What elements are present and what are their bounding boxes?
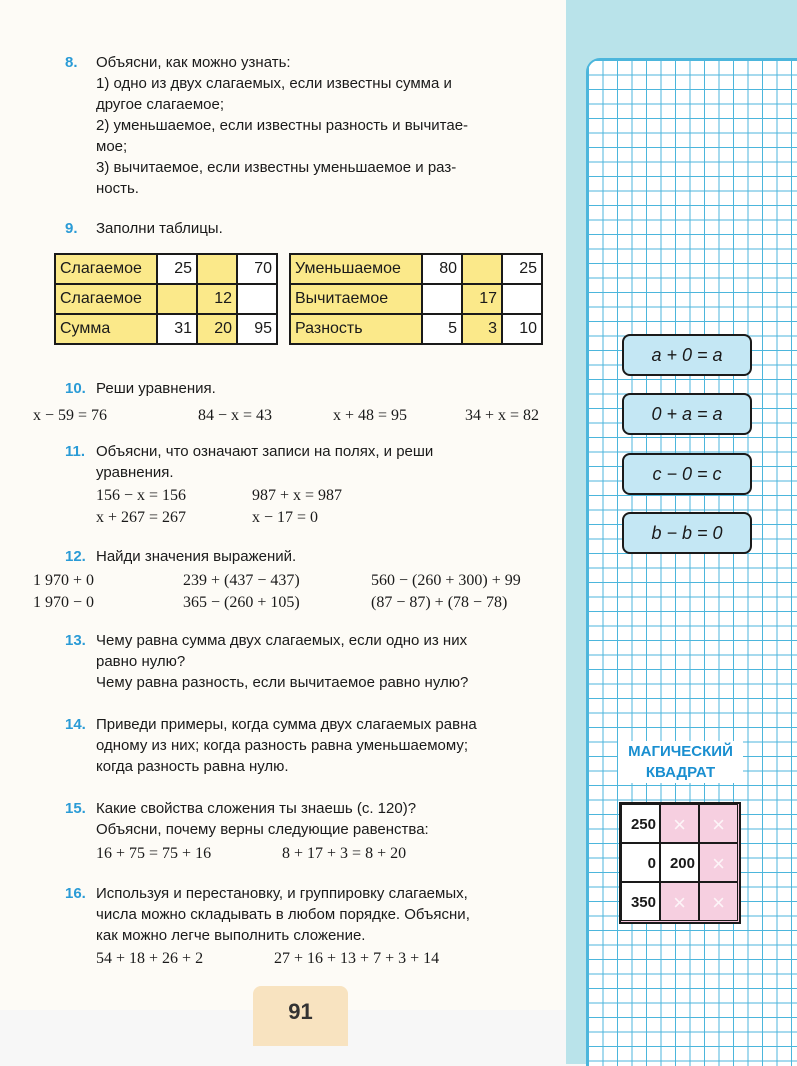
sum-expression: 54 + 18 + 26 + 2 — [96, 950, 204, 967]
equations-row — [33, 407, 553, 429]
table-cell: 25 — [157, 254, 197, 284]
equation: x + 267 = 267 — [96, 509, 187, 526]
rule-box: a + 0 = a — [622, 334, 752, 376]
magic-cell — [660, 882, 699, 921]
table-cell — [197, 254, 237, 284]
task-14 — [65, 714, 547, 777]
task-number: 14. — [65, 716, 86, 733]
task-text: мое; — [96, 138, 128, 155]
row-label: Слагаемое — [55, 284, 157, 314]
magic-square — [619, 802, 741, 924]
table-cell — [462, 254, 502, 284]
row-label: Уменьшаемое — [290, 254, 422, 284]
sums-row — [96, 950, 516, 972]
equation: x + 48 = 95 — [333, 407, 408, 424]
task-text: как можно легче выполнить сложение. — [96, 927, 366, 944]
expression: (87 − 87) + (78 − 78) — [371, 594, 508, 611]
magic-cell: 250 — [621, 804, 660, 843]
equality: 16 + 75 = 75 + 16 — [96, 845, 212, 862]
task-number: 8. — [65, 54, 78, 71]
magic-cell: 200 — [660, 843, 699, 882]
task-text: когда разность равна нулю. — [96, 758, 289, 775]
expressions-block — [33, 572, 553, 616]
table-cell: 25 — [502, 254, 542, 284]
task-number: 16. — [65, 885, 86, 902]
task-text: Чему равна сумма двух слагаемых, если одно из них — [96, 632, 468, 649]
table-cell: 10 — [502, 314, 542, 344]
magic-title-line: КВАДРАТ — [645, 764, 716, 781]
magic-cell — [699, 804, 738, 843]
row-label: Слагаемое — [55, 254, 157, 284]
task-number: 13. — [65, 632, 86, 649]
rule-box: b − b = 0 — [622, 512, 752, 554]
equation: 987 + x = 987 — [252, 487, 343, 504]
equation: 156 − x = 156 — [96, 487, 187, 504]
expression: 1 970 + 0 — [33, 572, 95, 589]
magic-cell: 350 — [621, 882, 660, 921]
row-label: Вычитаемое — [290, 284, 422, 314]
equation: 34 + x = 82 — [465, 407, 540, 424]
task-text: Используя и перестановку, и группировку слагаемых, — [96, 885, 468, 902]
task-text: Объясни, почему верны следующие равенства: — [96, 821, 429, 838]
row-label: Разность — [290, 314, 422, 344]
task-number: 10. — [65, 380, 86, 397]
expression: 560 − (260 + 300) + 99 — [371, 572, 521, 589]
table-cell: 12 — [197, 284, 237, 314]
task-11 — [65, 441, 547, 483]
magic-cell — [660, 804, 699, 843]
task-number: 11. — [65, 443, 86, 460]
table-cell: 31 — [157, 314, 197, 344]
table-cell: 5 — [422, 314, 462, 344]
magic-cell: 0 — [621, 843, 660, 882]
task-16 — [65, 883, 547, 946]
equation: x − 17 = 0 — [252, 509, 319, 526]
equality: 8 + 17 + 3 = 8 + 20 — [282, 845, 407, 862]
task-text: числа можно складывать в любом порядке. Объясни, — [96, 906, 470, 923]
task-text: другое слагаемое; — [96, 96, 225, 113]
magic-cell — [699, 882, 738, 921]
expression: 365 − (260 + 105) — [183, 594, 300, 611]
table-cell: 17 — [462, 284, 502, 314]
table-cell: 3 — [462, 314, 502, 344]
task-number: 9. — [65, 220, 78, 237]
page-number: 91 — [253, 986, 348, 1046]
equation: x − 59 = 76 — [33, 407, 108, 424]
equation: 84 − x = 43 — [198, 407, 273, 424]
table-cell: 95 — [237, 314, 277, 344]
task-text: Найди значения выражений. — [96, 548, 297, 565]
task-9 — [65, 218, 547, 239]
magic-square-title — [618, 741, 743, 783]
table-cell: 20 — [197, 314, 237, 344]
rule-box: c − 0 = c — [622, 453, 752, 495]
task-text: уравнения. — [96, 464, 174, 481]
table-cell — [157, 284, 197, 314]
task-text: ность. — [96, 180, 139, 197]
task-text: равно нулю? — [96, 653, 186, 670]
task-12 — [65, 546, 547, 567]
rule-box: 0 + a = a — [622, 393, 752, 435]
task-text: Заполни таблицы. — [96, 220, 223, 237]
task-text: Объясни, что означают записи на полях, и реши — [96, 443, 434, 460]
sum-expression: 27 + 16 + 13 + 7 + 3 + 14 — [274, 950, 440, 967]
row-label: Сумма — [55, 314, 157, 344]
task-10 — [65, 378, 547, 399]
table-cell — [237, 284, 277, 314]
magic-title-line: МАГИЧЕСКИЙ — [628, 743, 733, 760]
equalities-row — [96, 845, 516, 867]
expression: 1 970 − 0 — [33, 594, 95, 611]
task-text: Чему равна разность, если вычитаемое равно нулю? — [96, 674, 469, 691]
task-text: 2) уменьшаемое, если известны разность и вычитае- — [96, 117, 469, 134]
subtraction-table — [289, 253, 543, 345]
task-15 — [65, 798, 547, 840]
task-number: 12. — [65, 548, 86, 565]
task-text: Объясни, как можно узнать: — [96, 54, 291, 71]
magic-cell — [699, 843, 738, 882]
table-cell: 70 — [237, 254, 277, 284]
table-cell — [422, 284, 462, 314]
task-number: 15. — [65, 800, 86, 817]
task-text: Приведи примеры, когда сумма двух слагаемых равна — [96, 716, 477, 733]
task-text: Реши уравнения. — [96, 380, 216, 397]
task-text: Какие свойства сложения ты знаешь (с. 120)? — [96, 800, 417, 817]
table-cell — [502, 284, 542, 314]
expression: 239 + (437 − 437) — [183, 572, 300, 589]
task-8 — [65, 52, 547, 199]
table-cell: 80 — [422, 254, 462, 284]
equations-block — [96, 487, 496, 531]
task-text: 3) вычитаемое, если известны уменьшаемое и раз- — [96, 159, 457, 176]
task-text: одному из них; когда разность равна уменьшаемому; — [96, 737, 469, 754]
addition-table — [54, 253, 278, 345]
task-13 — [65, 630, 547, 693]
task-text: 1) одно из двух слагаемых, если известны сумма и — [96, 75, 452, 92]
